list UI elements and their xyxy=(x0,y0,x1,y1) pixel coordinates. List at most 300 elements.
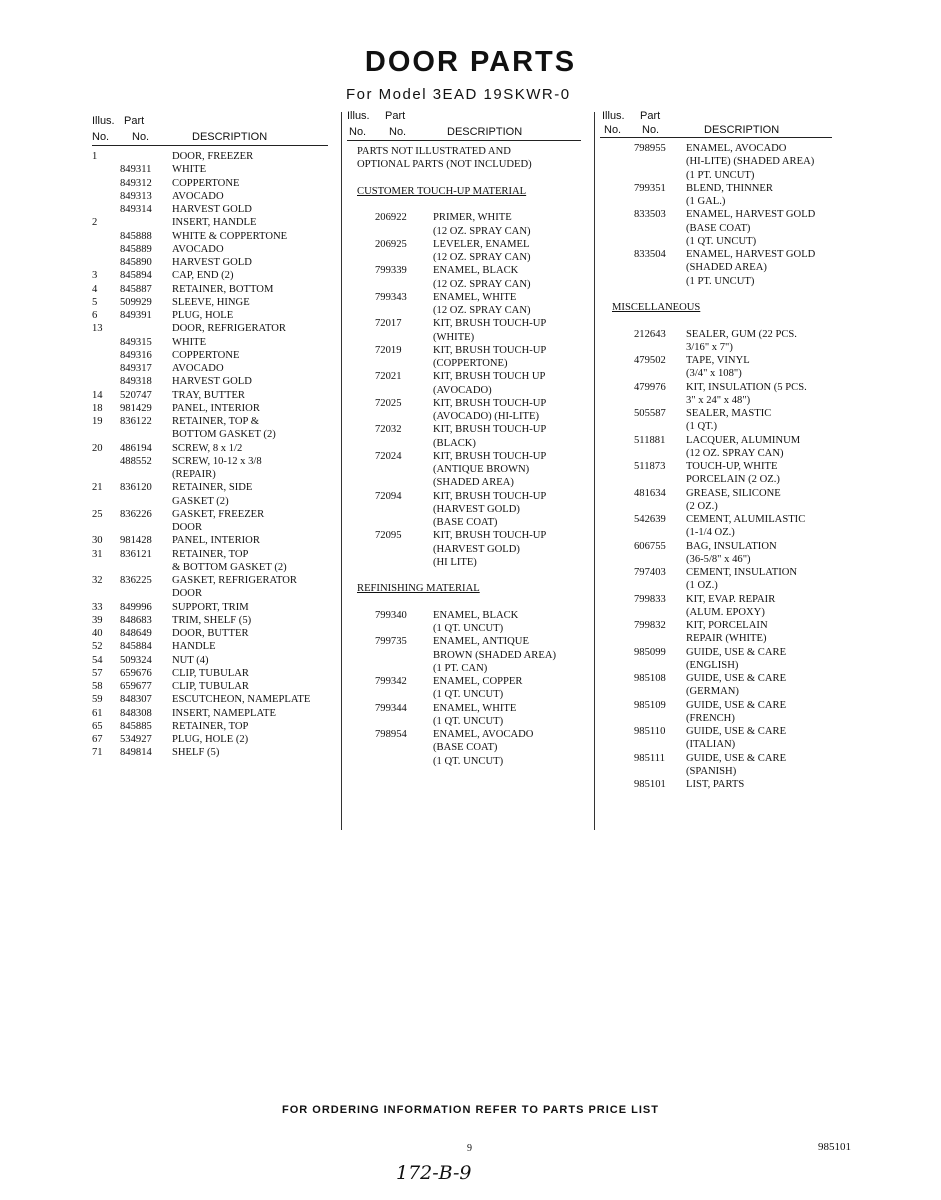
part-description: CEMENT, INSULATION xyxy=(686,567,798,578)
part-number: 833503 xyxy=(634,209,666,221)
header-no: No. xyxy=(92,131,110,143)
header-part-no: No. xyxy=(389,126,407,138)
table-row xyxy=(92,746,328,759)
table-row xyxy=(347,516,581,529)
table-row xyxy=(347,145,581,158)
part-number: 985101 xyxy=(634,779,666,790)
table-row xyxy=(92,415,328,428)
part-description: GASKET (2) xyxy=(172,495,229,507)
part-number: 799833 xyxy=(634,593,666,605)
table-row xyxy=(347,437,581,450)
part-number: 849311 xyxy=(120,164,152,176)
part-description: SCREW, 8 x 1/2 xyxy=(172,442,243,454)
table-row xyxy=(92,296,328,309)
part-description: ENAMEL, BLACK xyxy=(433,609,519,621)
table-row xyxy=(600,579,832,592)
column-header xyxy=(600,110,832,138)
part-description: SEALER, GUM (22 PCS. xyxy=(686,328,797,340)
part-description: (HI LITE) xyxy=(433,556,477,568)
page-number: 9 xyxy=(467,1143,472,1154)
part-description: PRIMER, WHITE xyxy=(433,212,512,224)
part-number: 509929 xyxy=(120,296,152,308)
part-number: 799832 xyxy=(634,620,666,631)
table-row xyxy=(92,720,328,733)
page-title: DOOR PARTS xyxy=(364,46,577,78)
part-number: 845884 xyxy=(120,641,152,653)
table-row xyxy=(347,556,581,569)
table-row xyxy=(92,177,328,190)
parts-list xyxy=(347,145,581,768)
part-description: (1 QT. UNCUT) xyxy=(433,623,504,634)
table-row xyxy=(92,587,328,600)
illus-number: 19 xyxy=(92,416,103,427)
part-description: (1 PT. UNCUT) xyxy=(686,169,755,181)
part-description: GUIDE, USE & CARE xyxy=(686,646,787,658)
part-number: 659677 xyxy=(120,681,152,692)
part-description: (WHITE) xyxy=(433,331,475,343)
part-number: 72032 xyxy=(375,424,402,436)
header-illus: Illus. xyxy=(602,110,625,122)
table-row xyxy=(600,752,832,765)
part-number: 505587 xyxy=(634,408,666,419)
part-description: HARVEST GOLD xyxy=(172,376,252,388)
part-description: (ANTIQUE BROWN) xyxy=(433,464,530,475)
part-description: (AVOCADO) xyxy=(433,384,492,396)
table-row xyxy=(347,635,581,648)
illus-number: 57 xyxy=(92,667,103,679)
illus-number: 21 xyxy=(92,482,103,494)
part-description: (AVOCADO) (HI-LITE) xyxy=(433,411,540,422)
part-description: TOUCH-UP, WHITE xyxy=(686,461,778,472)
illus-number: 5 xyxy=(92,296,98,308)
part-description: ENAMEL, WHITE xyxy=(433,702,517,714)
part-description: (ENGLISH) xyxy=(686,659,739,671)
part-number: 799342 xyxy=(375,676,407,687)
table-row xyxy=(347,397,581,410)
table-row xyxy=(600,712,832,725)
part-description: INSERT, HANDLE xyxy=(172,217,257,229)
illus-number: 13 xyxy=(92,323,103,335)
part-description: COPPERTONE xyxy=(172,349,240,361)
part-description: (1 GAL.) xyxy=(686,196,726,207)
table-row xyxy=(347,569,581,582)
part-description: KIT, BRUSH TOUCH-UP xyxy=(433,344,547,356)
part-number: 72094 xyxy=(375,490,402,502)
part-description: KIT, BRUSH TOUCH-UP xyxy=(433,450,547,462)
part-description: SUPPORT, TRIM xyxy=(172,601,249,613)
table-row xyxy=(347,728,581,741)
table-row xyxy=(347,291,581,304)
table-row xyxy=(600,646,832,659)
table-row xyxy=(92,627,328,640)
part-number: 849317 xyxy=(120,363,152,374)
part-number: 659676 xyxy=(120,667,152,679)
part-number: 849312 xyxy=(120,177,152,189)
part-description: PANEL, INTERIOR xyxy=(172,402,260,414)
part-description: (BASE COAT) xyxy=(433,742,498,754)
column-header xyxy=(347,110,581,141)
table-row xyxy=(600,407,832,420)
part-description: DOOR, REFRIGERATOR xyxy=(172,323,286,335)
part-number: 534927 xyxy=(120,734,152,745)
table-row xyxy=(347,211,581,224)
handwritten-note: 172-B-9 xyxy=(396,1162,472,1184)
part-description: (1 QT. UNCUT) xyxy=(433,755,504,767)
table-row xyxy=(92,256,328,269)
part-number: 836122 xyxy=(120,416,152,427)
table-row xyxy=(600,394,832,407)
table-row xyxy=(600,566,832,579)
part-number: 542639 xyxy=(634,514,666,525)
illus-number: 2 xyxy=(92,217,98,229)
table-row xyxy=(347,370,581,383)
part-number: 848649 xyxy=(120,628,152,639)
table-row xyxy=(347,755,581,768)
table-row xyxy=(600,314,832,327)
part-description: (REPAIR) xyxy=(172,469,216,480)
part-description: COPPERTONE xyxy=(172,177,240,189)
section-heading: CUSTOMER TOUCH-UP MATERIAL xyxy=(357,185,527,197)
table-row xyxy=(92,654,328,667)
header-no: No. xyxy=(604,124,622,136)
part-number: 481634 xyxy=(634,487,666,499)
illus-number: 14 xyxy=(92,389,103,401)
table-row xyxy=(600,540,832,553)
table-row xyxy=(92,322,328,335)
part-number: 72021 xyxy=(375,371,402,383)
part-description: (1 QT.) xyxy=(686,421,717,433)
part-number: 606755 xyxy=(634,540,666,552)
header-illus: Illus. xyxy=(92,115,115,127)
part-number: 845889 xyxy=(120,243,152,255)
table-row xyxy=(347,649,581,662)
part-number: 511873 xyxy=(634,461,666,472)
table-row xyxy=(600,261,832,274)
table-row xyxy=(600,500,832,513)
part-description: (1 PT. CAN) xyxy=(433,662,488,674)
part-description: DOOR xyxy=(172,522,203,533)
column-header xyxy=(92,115,328,146)
illus-number: 39 xyxy=(92,614,103,626)
part-number: 72019 xyxy=(375,344,402,356)
table-row xyxy=(92,402,328,415)
table-row xyxy=(600,606,832,619)
part-description: GASKET, FREEZER xyxy=(172,508,265,520)
part-description: PORCELAIN (2 OZ.) xyxy=(686,474,780,486)
illus-number: 58 xyxy=(92,681,103,692)
part-number: 849316 xyxy=(120,349,152,361)
table-row xyxy=(347,423,581,436)
table-row xyxy=(600,778,832,791)
column-divider-2 xyxy=(594,112,595,830)
illus-number: 3 xyxy=(92,270,98,282)
part-description: BLEND, THINNER xyxy=(686,182,773,194)
header-part-no: No. xyxy=(642,124,660,136)
table-row xyxy=(600,195,832,208)
part-description: PANEL, INTERIOR xyxy=(172,535,260,547)
part-number: 849313 xyxy=(120,190,152,202)
part-description: ENAMEL, AVOCADO xyxy=(433,729,534,740)
table-row xyxy=(92,269,328,282)
table-row xyxy=(92,349,328,362)
part-description: PARTS NOT ILLUSTRATED AND xyxy=(357,146,511,157)
part-description: (SPANISH) xyxy=(686,765,737,777)
section-heading: REFINISHING MATERIAL xyxy=(357,583,480,595)
part-number: 212643 xyxy=(634,328,666,340)
illus-number: 30 xyxy=(92,535,103,547)
part-description: DOOR xyxy=(172,588,203,600)
parts-column-2 xyxy=(347,110,581,768)
table-row xyxy=(600,447,832,460)
part-description: (12 OZ. SPRAY CAN) xyxy=(433,305,531,316)
part-description: HARVEST GOLD xyxy=(172,257,252,268)
ordering-footer: FOR ORDERING INFORMATION REFER TO PARTS PRICE LIST xyxy=(282,1104,659,1116)
part-description: (SHADED AREA) xyxy=(686,262,767,274)
part-description: (ALUM. EPOXY) xyxy=(686,606,765,618)
illus-number: 40 xyxy=(92,628,103,639)
table-row xyxy=(92,707,328,720)
part-description: LIST, PARTS xyxy=(686,779,745,790)
parts-column-1 xyxy=(92,115,328,760)
table-row xyxy=(600,169,832,182)
table-row xyxy=(347,622,581,635)
part-description: RETAINER, BOTTOM xyxy=(172,283,274,295)
table-row xyxy=(600,659,832,672)
part-description: DOOR, BUTTER xyxy=(172,628,249,639)
part-description: BAG, INSULATION xyxy=(686,540,777,552)
part-number: 849318 xyxy=(120,376,152,388)
table-row xyxy=(600,208,832,221)
header-no: No. xyxy=(349,126,367,138)
table-row xyxy=(600,235,832,248)
part-description: HANDLE xyxy=(172,641,216,653)
part-number: 849814 xyxy=(120,747,152,759)
part-description: ENAMEL, WHITE xyxy=(433,291,517,303)
table-row xyxy=(92,309,328,322)
table-row xyxy=(92,283,328,296)
part-description: SCREW, 10-12 x 3/8 xyxy=(172,455,262,467)
part-description: CEMENT, ALUMILASTIC xyxy=(686,514,806,525)
table-row xyxy=(92,455,328,468)
table-row xyxy=(600,301,832,314)
part-number: 849315 xyxy=(120,336,152,348)
table-row xyxy=(600,155,832,168)
table-row xyxy=(347,172,581,185)
part-number: 848683 xyxy=(120,614,152,626)
part-description: INSERT, NAMEPLATE xyxy=(172,707,276,719)
part-description: (1 OZ.) xyxy=(686,580,718,592)
part-number: 799351 xyxy=(634,182,666,194)
part-description: RETAINER, TOP xyxy=(172,548,249,560)
illus-number: 52 xyxy=(92,641,103,653)
table-row xyxy=(600,632,832,645)
illus-number: 6 xyxy=(92,310,98,321)
part-number: 799340 xyxy=(375,609,407,621)
part-description: GUIDE, USE & CARE xyxy=(686,752,787,764)
part-number: 511881 xyxy=(634,434,666,446)
illus-number: 20 xyxy=(92,442,103,454)
document-number: 985101 xyxy=(818,1141,851,1153)
parts-list xyxy=(92,150,328,760)
table-row xyxy=(600,487,832,500)
part-description: REPAIR (WHITE) xyxy=(686,633,767,645)
part-number: 72095 xyxy=(375,530,402,542)
part-description: HARVEST GOLD xyxy=(172,204,252,215)
part-description: (BASE COAT) xyxy=(686,222,751,234)
part-description: NUT (4) xyxy=(172,654,209,666)
illus-number: 4 xyxy=(92,283,98,295)
part-number: 799735 xyxy=(375,636,407,648)
table-row xyxy=(347,264,581,277)
table-row xyxy=(600,553,832,566)
table-row xyxy=(347,317,581,330)
part-number: 799344 xyxy=(375,702,407,714)
table-row xyxy=(92,203,328,216)
table-row xyxy=(92,693,328,706)
table-row xyxy=(600,619,832,632)
part-number: 848307 xyxy=(120,694,152,706)
part-number: 488552 xyxy=(120,455,152,467)
part-description: ENAMEL, HARVEST GOLD xyxy=(686,249,816,260)
table-row xyxy=(347,238,581,251)
part-description: KIT, BRUSH TOUCH-UP xyxy=(433,318,547,330)
table-row xyxy=(92,614,328,627)
part-number: 72017 xyxy=(375,318,402,330)
table-row xyxy=(92,375,328,388)
part-description: CAP, END (2) xyxy=(172,270,234,282)
part-description: AVOCADO xyxy=(172,363,224,374)
part-description: ESCUTCHEON, NAMEPLATE xyxy=(172,694,311,706)
part-number: 985111 xyxy=(634,752,665,764)
table-row xyxy=(92,428,328,441)
part-description: BOTTOM GASKET (2) xyxy=(172,429,276,441)
table-row xyxy=(347,357,581,370)
parts-list xyxy=(600,142,832,791)
part-description: (1 QT. UNCUT) xyxy=(433,715,504,727)
table-row xyxy=(600,354,832,367)
table-row xyxy=(347,384,581,397)
illus-number: 33 xyxy=(92,601,103,613)
part-description: KIT, INSULATION (5 PCS. xyxy=(686,381,807,393)
part-description: PLUG, HOLE xyxy=(172,310,234,321)
table-row xyxy=(92,190,328,203)
table-row xyxy=(347,450,581,463)
table-row xyxy=(347,304,581,317)
table-row xyxy=(92,521,328,534)
table-row xyxy=(92,495,328,508)
part-description: TAPE, VINYL xyxy=(686,355,750,366)
part-description: KIT, BRUSH TOUCH-UP xyxy=(433,490,547,502)
part-number: 479502 xyxy=(634,355,666,366)
parts-column-3 xyxy=(600,110,832,791)
part-description: ENAMEL, COPPER xyxy=(433,676,523,687)
illus-number: 18 xyxy=(92,402,103,414)
part-number: 845885 xyxy=(120,720,152,732)
table-row xyxy=(347,278,581,291)
table-row xyxy=(600,142,832,155)
table-row xyxy=(92,442,328,455)
table-row xyxy=(92,680,328,693)
part-number: 985099 xyxy=(634,646,666,658)
part-number: 849996 xyxy=(120,601,152,613)
part-number: 845890 xyxy=(120,257,152,268)
illus-number: 54 xyxy=(92,654,103,666)
table-row xyxy=(92,216,328,229)
part-description: (HARVEST GOLD) xyxy=(433,503,520,515)
table-row xyxy=(92,336,328,349)
part-description: (1-1/4 OZ.) xyxy=(686,527,735,539)
part-description: (12 OZ. SPRAY CAN) xyxy=(433,252,531,263)
table-row xyxy=(92,561,328,574)
part-description: (GERMAN) xyxy=(686,686,739,698)
table-row xyxy=(600,765,832,778)
part-number: 845887 xyxy=(120,283,152,295)
part-description: KIT, PORCELAIN xyxy=(686,620,768,631)
table-row xyxy=(600,341,832,354)
part-number: 845888 xyxy=(120,230,152,242)
table-row xyxy=(92,548,328,561)
part-description: (BLACK) xyxy=(433,437,476,449)
part-number: 509324 xyxy=(120,654,152,666)
table-row xyxy=(92,601,328,614)
part-description: 3/16" x 7") xyxy=(686,341,733,353)
table-row xyxy=(347,688,581,701)
part-description: TRAY, BUTTER xyxy=(172,389,245,401)
part-description: CLIP, TUBULAR xyxy=(172,681,249,692)
part-description: (HARVEST GOLD) xyxy=(433,543,520,555)
illus-number: 65 xyxy=(92,720,103,732)
table-row xyxy=(600,328,832,341)
part-description: GUIDE, USE & CARE xyxy=(686,699,787,711)
table-row xyxy=(600,593,832,606)
header-part-no: No. xyxy=(132,131,150,143)
part-description: (12 OZ. SPRAY CAN) xyxy=(686,447,784,459)
part-number: 797403 xyxy=(634,567,666,578)
part-number: 836225 xyxy=(120,575,152,586)
table-row xyxy=(600,699,832,712)
table-row xyxy=(92,243,328,256)
table-row xyxy=(347,662,581,675)
table-row xyxy=(600,434,832,447)
part-description: (FRENCH) xyxy=(686,712,735,724)
table-row xyxy=(92,230,328,243)
part-description: DOOR, FREEZER xyxy=(172,151,254,162)
part-number: 985110 xyxy=(634,726,666,737)
part-description: KIT, EVAP. REPAIR xyxy=(686,593,776,605)
table-row xyxy=(347,344,581,357)
table-row xyxy=(600,182,832,195)
part-description: GUIDE, USE & CARE xyxy=(686,673,787,684)
illus-number: 71 xyxy=(92,747,103,759)
part-description: AVOCADO xyxy=(172,190,224,202)
part-number: 72025 xyxy=(375,397,402,409)
table-row xyxy=(347,476,581,489)
table-row xyxy=(347,251,581,264)
part-description: & BOTTOM GASKET (2) xyxy=(172,561,287,573)
header-part: Part xyxy=(124,115,145,127)
illus-number: 61 xyxy=(92,707,103,719)
table-row xyxy=(347,741,581,754)
part-description: (1 PT. UNCUT) xyxy=(686,275,755,287)
part-description: GUIDE, USE & CARE xyxy=(686,726,787,737)
part-description: WHITE xyxy=(172,336,207,348)
part-description: WHITE & COPPERTONE xyxy=(172,230,288,242)
part-description: LEVELER, ENAMEL xyxy=(433,238,530,250)
part-description: 3" x 24" x 48") xyxy=(686,394,751,406)
table-row xyxy=(92,468,328,481)
table-row xyxy=(92,150,328,163)
part-number: 486194 xyxy=(120,442,152,454)
